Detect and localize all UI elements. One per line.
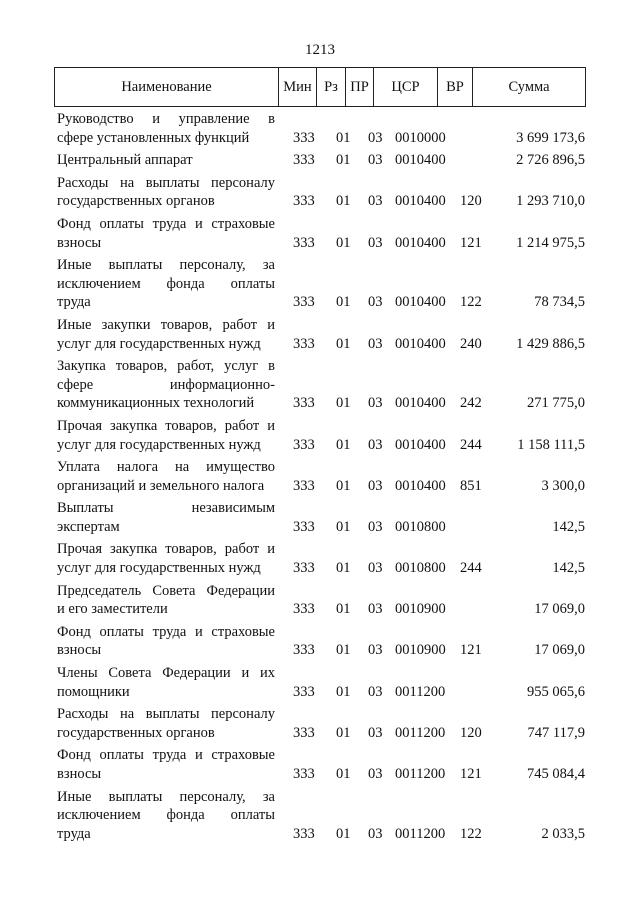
cell-rz: 01 xyxy=(336,724,351,741)
row-name-line: услуг для государственных нужд xyxy=(57,560,261,577)
cell-sum: 3 300,0 xyxy=(541,477,585,494)
table-row xyxy=(57,746,585,783)
cell-csr: 0010000 xyxy=(395,129,446,146)
cell-rz: 01 xyxy=(336,601,351,618)
row-name xyxy=(57,151,275,170)
table-row xyxy=(57,174,585,211)
cell-min: 333 xyxy=(293,724,315,741)
cell-sum: 1 158 111,5 xyxy=(517,436,585,453)
cell-pr: 03 xyxy=(368,683,383,700)
row-name-line: взносы xyxy=(57,766,102,782)
row-name-line: труда xyxy=(57,294,91,311)
cell-min: 333 xyxy=(293,436,315,453)
cell-rz: 01 xyxy=(336,518,351,535)
row-name-line: Выплаты независимым xyxy=(57,500,275,517)
cell-csr: 0010400 xyxy=(395,395,446,412)
cell-sum: 1 429 886,5 xyxy=(516,335,585,352)
cell-csr: 0010900 xyxy=(395,601,446,618)
row-name-line: сфере установленных функций xyxy=(57,129,250,146)
row-name-line: помощники xyxy=(57,683,130,700)
table-row xyxy=(57,110,585,147)
row-name xyxy=(57,215,275,252)
cell-csr: 0011200 xyxy=(395,683,446,700)
cell-vr: 120 xyxy=(460,724,482,741)
row-name-line: Иные выплаты персоналу, за xyxy=(57,788,275,805)
row-name-line: Фонд оплаты труда и страховые xyxy=(57,623,275,640)
row-name xyxy=(57,316,275,353)
cell-min: 333 xyxy=(293,234,315,251)
header-csr: ЦСР xyxy=(374,68,438,106)
row-name-line: государственных органов xyxy=(57,193,215,210)
row-name xyxy=(57,746,275,783)
cell-csr: 0010400 xyxy=(395,294,446,311)
table-row xyxy=(57,256,585,312)
cell-csr: 0010400 xyxy=(395,436,446,453)
header-pr: ПР xyxy=(346,68,374,106)
cell-vr: 121 xyxy=(460,234,482,251)
cell-rz: 01 xyxy=(336,193,351,210)
cell-pr: 03 xyxy=(368,129,383,146)
cell-min: 333 xyxy=(293,560,315,577)
row-name xyxy=(57,664,275,701)
cell-rz: 01 xyxy=(336,436,351,453)
header-rz: Рз xyxy=(317,68,346,106)
cell-sum: 745 084,4 xyxy=(527,766,585,782)
cell-sum: 271 775,0 xyxy=(527,395,585,412)
cell-pr: 03 xyxy=(368,395,383,412)
cell-rz: 01 xyxy=(336,129,351,146)
cell-pr: 03 xyxy=(368,294,383,311)
row-name-line: труда xyxy=(57,825,91,842)
cell-sum: 1 214 975,5 xyxy=(516,234,585,251)
table-row xyxy=(57,705,585,742)
row-name xyxy=(57,174,275,211)
cell-csr: 0011200 xyxy=(395,724,446,741)
cell-vr: 851 xyxy=(460,477,482,494)
cell-min: 333 xyxy=(293,193,315,210)
cell-csr: 0010800 xyxy=(395,560,446,577)
cell-rz: 01 xyxy=(336,395,351,412)
cell-min: 333 xyxy=(293,129,315,146)
row-name xyxy=(57,705,275,742)
cell-pr: 03 xyxy=(368,477,383,494)
table-row xyxy=(57,623,585,660)
row-name-line: сфере информационно- xyxy=(57,376,275,393)
cell-csr: 0010400 xyxy=(395,234,446,251)
cell-vr: 120 xyxy=(460,193,482,210)
row-name-line: организаций и земельного налога xyxy=(57,477,265,494)
row-name-line: Фонд оплаты труда и страховые xyxy=(57,215,275,232)
table-row xyxy=(57,458,585,495)
cell-csr: 0010400 xyxy=(395,152,446,169)
row-name xyxy=(57,540,275,577)
cell-pr: 03 xyxy=(368,335,383,352)
cell-min: 333 xyxy=(293,335,315,352)
cell-pr: 03 xyxy=(368,766,383,782)
header-name: Наименование xyxy=(55,68,279,106)
cell-min: 333 xyxy=(293,825,315,842)
cell-sum: 3 699 173,6 xyxy=(516,129,585,146)
row-name xyxy=(57,458,275,495)
header-sum: Сумма xyxy=(508,78,550,95)
cell-pr: 03 xyxy=(368,436,383,453)
cell-rz: 01 xyxy=(336,477,351,494)
row-name xyxy=(57,256,275,312)
cell-csr: 0010400 xyxy=(395,335,446,352)
table-row xyxy=(57,540,585,577)
cell-rz: 01 xyxy=(336,234,351,251)
row-name xyxy=(57,417,275,454)
cell-vr: 121 xyxy=(460,642,482,659)
row-name xyxy=(57,110,275,147)
header-min: Мин xyxy=(279,68,317,106)
cell-rz: 01 xyxy=(336,560,351,577)
cell-sum: 1 293 710,0 xyxy=(516,193,585,210)
cell-rz: 01 xyxy=(336,152,351,169)
row-name-line: Иные выплаты персоналу, за xyxy=(57,257,275,274)
cell-min: 333 xyxy=(293,766,315,782)
cell-vr: 242 xyxy=(460,395,482,412)
row-name-line: Члены Совета Федерации и их xyxy=(57,665,275,682)
cell-pr: 03 xyxy=(368,601,383,618)
cell-vr: 244 xyxy=(460,560,482,577)
table-row xyxy=(57,417,585,454)
table-row xyxy=(57,664,585,701)
row-name-line: Центральный аппарат xyxy=(57,152,193,169)
cell-sum: 2 726 896,5 xyxy=(516,152,585,169)
table-row xyxy=(57,499,585,536)
row-name-line: Председатель Совета Федерации xyxy=(57,582,275,599)
table-row xyxy=(57,357,585,413)
row-name xyxy=(57,499,275,536)
cell-vr: 122 xyxy=(460,294,482,311)
cell-pr: 03 xyxy=(368,560,383,577)
cell-rz: 01 xyxy=(336,766,351,782)
row-name-line: исключением фонда оплаты xyxy=(57,807,275,824)
row-name-line: экспертам xyxy=(57,518,120,535)
cell-sum: 17 069,0 xyxy=(534,601,585,618)
cell-vr: 122 xyxy=(460,825,482,842)
table-header xyxy=(54,67,586,107)
row-name xyxy=(57,582,275,619)
cell-vr: 121 xyxy=(460,766,482,782)
cell-csr: 0010400 xyxy=(395,477,446,494)
row-name-line: Закупка товаров, работ, услуг в xyxy=(57,358,275,375)
cell-csr: 0010900 xyxy=(395,642,446,659)
cell-csr: 0010800 xyxy=(395,518,446,535)
row-name-line: коммуникационных технологий xyxy=(57,395,255,412)
row-name-line: исключением фонда оплаты xyxy=(57,275,275,292)
cell-sum: 78 734,5 xyxy=(534,294,585,311)
row-name-line: Иные закупки товаров, работ и xyxy=(57,316,275,333)
cell-sum: 747 117,9 xyxy=(527,724,585,741)
cell-sum: 142,5 xyxy=(552,560,585,577)
table-row xyxy=(57,215,585,252)
cell-sum: 2 033,5 xyxy=(541,825,585,842)
row-name-line: Руководство и управление в xyxy=(57,111,275,127)
cell-vr: 240 xyxy=(460,335,482,352)
row-name-line: государственных органов xyxy=(57,724,215,741)
cell-min: 333 xyxy=(293,642,315,659)
cell-vr: 244 xyxy=(460,436,482,453)
cell-min: 333 xyxy=(293,395,315,412)
cell-pr: 03 xyxy=(368,642,383,659)
cell-pr: 03 xyxy=(368,518,383,535)
page-number: 1213 xyxy=(305,42,335,58)
cell-min: 333 xyxy=(293,518,315,535)
cell-min: 333 xyxy=(293,152,315,169)
cell-sum: 142,5 xyxy=(552,518,585,535)
row-name-line: взносы xyxy=(57,642,102,659)
header-vr: ВР xyxy=(438,68,473,106)
row-name xyxy=(57,357,275,413)
cell-rz: 01 xyxy=(336,642,351,659)
row-name-line: Расходы на выплаты персоналу xyxy=(57,174,275,191)
row-name xyxy=(57,788,275,844)
cell-sum: 17 069,0 xyxy=(534,642,585,659)
cell-min: 333 xyxy=(293,683,315,700)
cell-rz: 01 xyxy=(336,335,351,352)
row-name-line: взносы xyxy=(57,234,102,251)
cell-sum: 955 065,6 xyxy=(527,683,585,700)
row-name-line: и его заместители xyxy=(57,601,168,618)
row-name-line: Прочая закупка товаров, работ и xyxy=(57,417,275,434)
cell-pr: 03 xyxy=(368,152,383,169)
cell-rz: 01 xyxy=(336,294,351,311)
cell-rz: 01 xyxy=(336,825,351,842)
table-row xyxy=(57,151,585,170)
cell-csr: 0011200 xyxy=(395,766,446,782)
row-name-line: услуг для государственных нужд xyxy=(57,335,261,352)
cell-min: 333 xyxy=(293,477,315,494)
cell-pr: 03 xyxy=(368,193,383,210)
cell-csr: 0010400 xyxy=(395,193,446,210)
row-name xyxy=(57,623,275,660)
row-name-line: Расходы на выплаты персоналу xyxy=(57,706,275,723)
cell-rz: 01 xyxy=(336,683,351,700)
cell-pr: 03 xyxy=(368,234,383,251)
cell-pr: 03 xyxy=(368,825,383,842)
cell-pr: 03 xyxy=(368,724,383,741)
row-name-line: Уплата налога на имущество xyxy=(57,459,275,476)
row-name-line: Прочая закупка товаров, работ и xyxy=(57,541,275,558)
table-row xyxy=(57,582,585,619)
row-name-line: услуг для государственных нужд xyxy=(57,436,261,453)
cell-csr: 0011200 xyxy=(395,825,446,842)
row-name-line: Фонд оплаты труда и страховые xyxy=(57,747,275,764)
cell-min: 333 xyxy=(293,601,315,618)
cell-min: 333 xyxy=(293,294,315,311)
table-body xyxy=(57,110,585,847)
table-row xyxy=(57,316,585,353)
table-row xyxy=(57,788,585,844)
